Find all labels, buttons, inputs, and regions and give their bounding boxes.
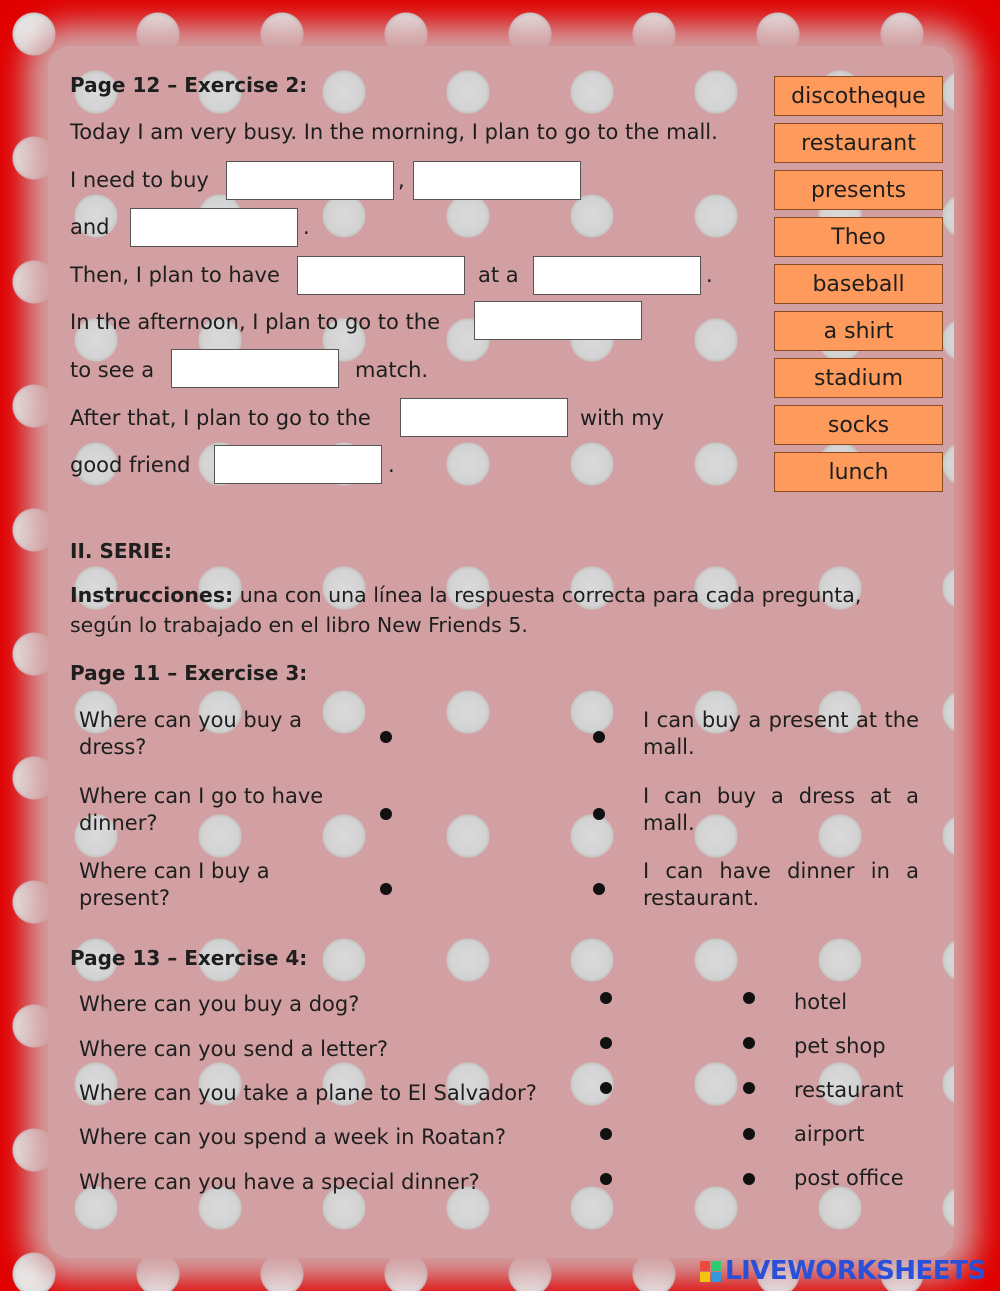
match-dot-left[interactable] [600,992,612,1004]
answer-blank-1[interactable] [226,161,394,200]
logo-tile [700,1272,710,1282]
logo-tile [711,1261,721,1271]
word-bank-lunch[interactable]: lunch [774,452,943,492]
exercise2-line2-text: I need to buy [70,168,209,192]
word-bank-restaurant[interactable]: restaurant [774,123,943,163]
exercise3-question: Where can you buy a dress? [79,708,303,759]
answer-blank-3[interactable] [130,208,298,247]
period: . [388,453,395,477]
exercise4-question: Where can you spend a week in Roatan? [79,1125,507,1149]
match-dot-right[interactable] [743,1082,755,1094]
exercise2-line8-text: good friend [70,453,191,477]
exercise4-heading: Page 13 – Exercise 4: [70,946,308,970]
match-dot-right[interactable] [743,1173,755,1185]
instructions [70,580,930,640]
instructions-label: Instrucciones: [70,583,234,607]
exercise4-question: Where can you take a plane to El Salvador? [79,1081,537,1105]
exercise4-answer: airport [794,1122,865,1146]
exercise2-line3-text: and [70,215,110,239]
answer-blank-8[interactable] [400,398,568,437]
exercise4-question: Where can you have a special dinner? [79,1170,480,1194]
match-dot-right[interactable] [743,1128,755,1140]
answer-blank-7[interactable] [171,349,339,388]
word-bank-discotheque[interactable]: discotheque [774,76,943,116]
exercise3-question: Where can I buy a present? [79,859,270,910]
exercise2-line6-end: match. [355,358,429,382]
liveworksheets-logo [700,1256,986,1286]
instructions-text: una con una línea la respuesta correcta para cada pregunta, según lo trabajado en el libro New Friends 5. [70,583,862,637]
logo-tile [700,1261,710,1271]
exercise3-question: Where can I go to have dinner? [79,784,324,835]
answer-blank-6[interactable] [474,301,642,340]
exercise2-line6-text: to see a [70,358,155,382]
exercise2-line7-text: After that, I plan to go to the [70,406,371,430]
exercise3-heading: Page 11 – Exercise 3: [70,661,308,685]
exercise2-line7-end: with my [580,406,665,430]
answer-blank-2[interactable] [413,161,581,200]
exercise4-answer: restaurant [794,1078,904,1102]
logo-tile [711,1272,721,1282]
answer-blank-5[interactable] [533,256,701,295]
match-dot-left[interactable] [600,1082,612,1094]
exercise4-answer: hotel [794,990,848,1014]
match-dot-left[interactable] [380,731,392,743]
word-bank-a-shirt[interactable]: a shirt [774,311,943,351]
match-dot-left[interactable] [600,1173,612,1185]
answer-blank-4[interactable] [297,256,465,295]
match-dot-left[interactable] [380,883,392,895]
match-dot-right[interactable] [743,1037,755,1049]
match-dot-right[interactable] [593,808,605,820]
word-bank-socks[interactable]: socks [774,405,943,445]
word-bank-theo[interactable]: Theo [774,217,943,257]
exercise2-line5-text: In the afternoon, I plan to go to the [70,310,441,334]
answer-blank-9[interactable] [214,445,382,484]
exercise2-heading: Page 12 – Exercise 2: [70,73,308,97]
match-dot-left[interactable] [380,808,392,820]
match-dot-left[interactable] [600,1037,612,1049]
comma: , [398,168,405,192]
period: . [303,215,310,239]
exercise2-line4-text: Then, I plan to have [70,263,280,287]
exercise2-line1: Today I am very busy. In the morning, I plan to go to the mall. [70,120,718,144]
exercise3-answer: I can buy a dress at a mall. [643,784,919,835]
exercise4-question: Where can you buy a dog? [79,992,360,1016]
exercise3-answer: I can buy a present at the mall. [643,708,919,759]
period: . [706,263,713,287]
match-dot-right[interactable] [593,883,605,895]
match-dot-left[interactable] [600,1128,612,1140]
match-dot-right[interactable] [743,992,755,1004]
exercise3-answer: I can have dinner in a restaurant. [643,859,919,910]
exercise4-answer: post office [794,1166,904,1190]
logo-text: LIVEWORKSHEETS [725,1256,986,1286]
exercise4-question: Where can you send a letter? [79,1037,389,1061]
serie-heading: II. SERIE: [70,539,173,563]
logo-icon [700,1261,721,1282]
word-bank-presents[interactable]: presents [774,170,943,210]
exercise4-answer: pet shop [794,1034,886,1058]
exercise2-line4-mid: at a [478,263,519,287]
match-dot-right[interactable] [593,731,605,743]
word-bank-stadium[interactable]: stadium [774,358,943,398]
word-bank-baseball[interactable]: baseball [774,264,943,304]
